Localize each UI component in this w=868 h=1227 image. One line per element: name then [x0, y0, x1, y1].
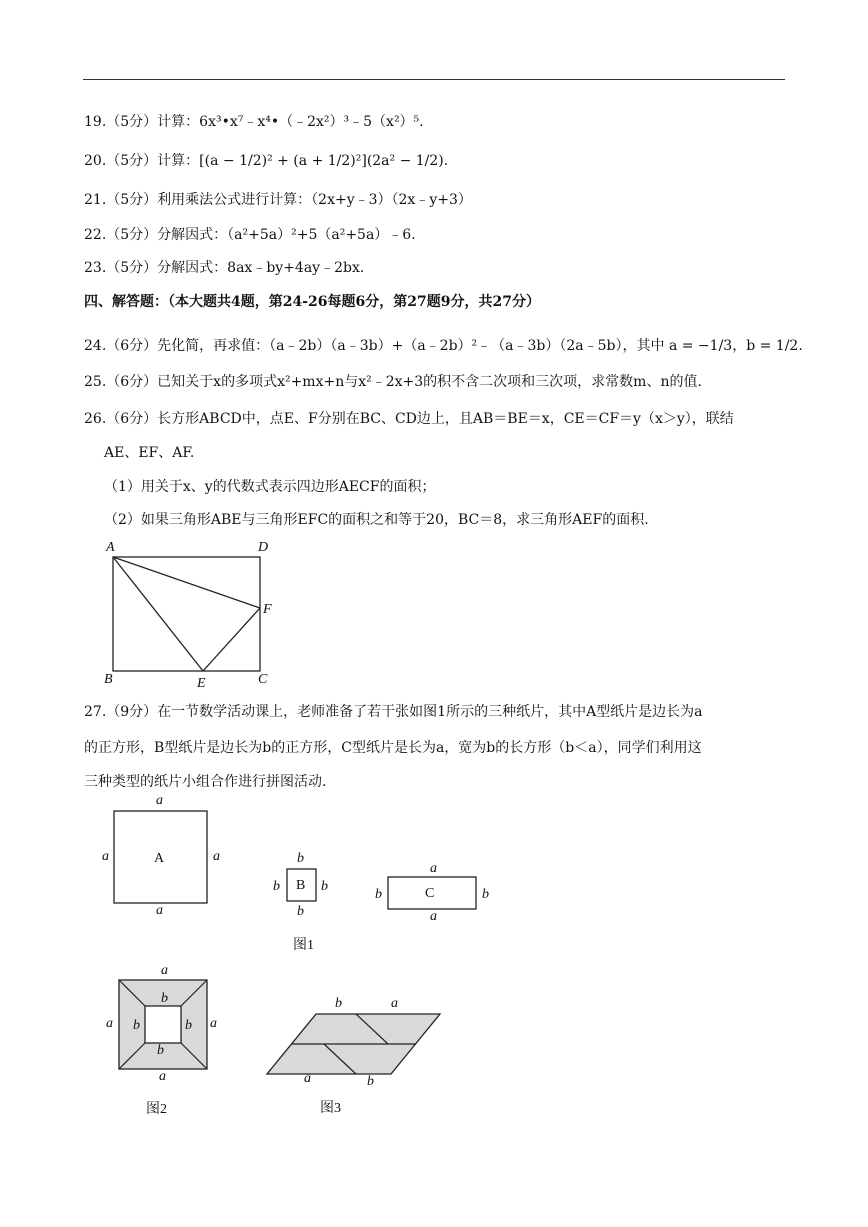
fig3-top-b: b — [335, 996, 342, 1011]
figure-2-caption: 图2 — [146, 1102, 167, 1117]
question-27-line1: 27.（9分）在一节数学活动课上，老师准备了若干张如图1所示的三种纸片，其中A型纸片是边长为a — [84, 704, 703, 720]
point-b-label: B — [104, 672, 113, 687]
fig3-bottom-a: a — [304, 1071, 311, 1086]
question-26-line2: AE、EF、AF. — [104, 445, 195, 461]
card-a-left-side: a — [102, 849, 109, 864]
fig2-left-a: a — [106, 1016, 113, 1031]
fig2-top-a: a — [161, 963, 168, 978]
card-c-right-side: b — [482, 887, 489, 902]
question-23: 23.（5分）分解因式：8ax﹣by+4ay﹣2bx. — [84, 260, 365, 276]
card-a-right-side: a — [213, 849, 220, 864]
question-19: 19.（5分）计算：6x³•x⁷﹣x⁴•（﹣2x²）³﹣5（x²）⁵. — [84, 114, 424, 130]
card-c-top-side: a — [430, 861, 437, 876]
point-c-label: C — [258, 672, 268, 687]
fig2-inner-right-b: b — [185, 1018, 192, 1033]
card-c-left-side: b — [375, 887, 382, 902]
question-27-line3: 三种类型的纸片小组合作进行拼图活动. — [84, 774, 327, 790]
question-27-line2: 的正方形，B型纸片是边长为b的正方形，C型纸片是长为a，宽为b的长方形（b＜a），同学们利用这 — [84, 740, 702, 756]
card-b-right-side: b — [321, 879, 328, 894]
question-22: 22.（5分）分解因式：（a²+5a）²+5（a²+5a）﹣6. — [84, 227, 416, 243]
question-25: 25.（6分）已知关于x的多项式x²+mx+n与x²﹣2x+3的积不含二次项和三次项，求常数m、n的值. — [84, 374, 702, 390]
point-e-label: E — [197, 676, 206, 691]
card-b-name: B — [296, 878, 306, 893]
question-26-part1: （1）用关于x、y的代数式表示四边形AECF的面积； — [104, 479, 436, 495]
card-a-top-side: a — [156, 793, 163, 808]
fig2-bottom-a: a — [159, 1069, 166, 1084]
point-d-label: D — [258, 540, 269, 555]
card-c-name: C — [425, 886, 435, 901]
fig3-top-a: a — [391, 996, 398, 1011]
fig2-right-a: a — [210, 1016, 217, 1031]
question-26-part2: （2）如果三角形ABE与三角形EFC的面积之和等于20，BC＝8，求三角形AEF的面积. — [104, 512, 649, 528]
question-24: 24.（6分）先化简，再求值：（a﹣2b）（a﹣3b）+（a﹣2b）²﹣（a﹣3b）（2a﹣5b），其中 a = −1/3，b = 1/2. — [84, 338, 803, 354]
point-a-label: A — [106, 540, 115, 555]
figure-1-caption: 图1 — [293, 938, 314, 953]
card-b-top-side: b — [297, 851, 304, 866]
card-b-bottom-side: b — [297, 904, 304, 919]
card-a-bottom-side: a — [156, 903, 163, 918]
point-f-label: F — [263, 602, 272, 617]
question-20: 20.（5分）计算：[(a − 1/2)² + (a + 1/2)²](2a² − 1/2). — [84, 153, 449, 169]
question-21: 21.（5分）利用乘法公式进行计算：（2x+y﹣3）（2x﹣y+3） — [84, 192, 472, 208]
section-heading: 四、解答题：（本大题共4题，第24-26每题6分，第27题9分，共27分） — [84, 294, 540, 310]
card-b-left-side: b — [273, 879, 280, 894]
fig3-bottom-b: b — [367, 1074, 374, 1089]
figure-3-caption: 图3 — [320, 1101, 341, 1116]
fig2-inner-top-b: b — [161, 991, 168, 1006]
card-a-name: A — [154, 851, 165, 866]
fig2-inner-bottom-b: b — [157, 1043, 164, 1058]
fig2-inner-left-b: b — [133, 1018, 140, 1033]
question-26-line1: 26.（6分）长方形ABCD中，点E、F分别在BC、CD边上，且AB＝BE＝x，CE＝CF＝y（x＞y），联结 — [84, 411, 734, 427]
card-c-bottom-side: a — [430, 909, 437, 924]
